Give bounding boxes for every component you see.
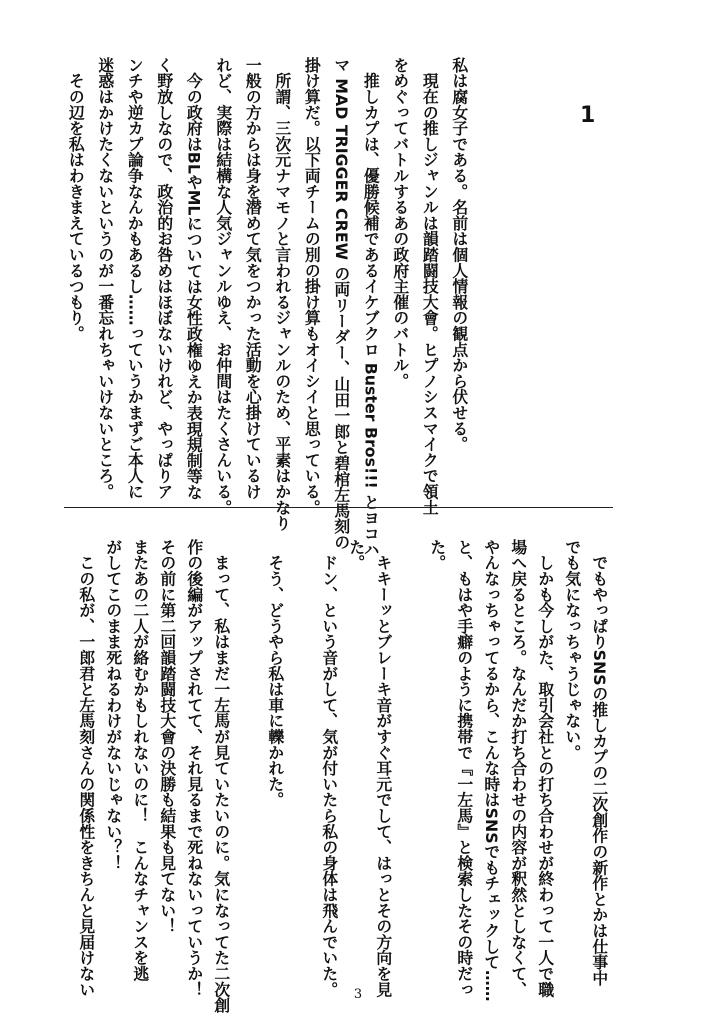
text-column: その前に第二回韻踏闘技大會の決勝も結果も見てない！ — [157, 539, 177, 934]
text-column: ドン、という音がして、気が付いたら私の身体は飛んでいた。 — [319, 539, 339, 998]
page-number: 3 — [353, 987, 363, 1002]
text-column: ンチや逆カプ論争なんかもあるし……っていうかまずご本人に — [125, 57, 145, 500]
text-column: た。 — [427, 539, 447, 571]
text-column: そう、どうやら私は車に轢かれた。 — [265, 539, 285, 808]
text-column: 作の後編がアップされてて、それ見るまで死ねないっていうか！ — [184, 539, 204, 998]
text-column: 推しカプは、優勝候補であるイケブクロ Buster Bros!!! とヨコハ — [361, 57, 381, 558]
text-column: やんなっちゃってるから、こんな時はSNSでもチェックして…… — [481, 539, 501, 1002]
text-column: その辺を私はわきまえているつもり。 — [66, 57, 86, 342]
text-column: がしてこのまま死ねるわけがないじゃない？！ — [103, 539, 123, 871]
text-column: キキーッとブレーキ音がすぐ耳元でして、はっとその方向を見 — [373, 539, 393, 998]
text-column: た。 — [346, 539, 366, 571]
text-column: く野放しなので、政治的お咎めはほぼないけれど、やっぱりア — [154, 57, 174, 500]
text-column: 一般の方からは身を潜めて気をつかった活動を心掛けているけ — [243, 57, 263, 500]
text-column: 所謂、三次元ナマモノと言われるジャンルのため、平素はかなり — [272, 57, 292, 531]
text-column: と、もはや手癖のように携帯で『一左馬』と検索したその時だっ — [454, 539, 474, 998]
text-column: 場へ戻るところ。なんだか打ち合わせの内容が釈然としなくて、 — [508, 539, 528, 998]
text-column: でもやっぱりSNSの推しカプの二次創作の新作とかは仕事中 — [589, 539, 609, 986]
text-column: この私が、一郎君と左馬刻さんの関係性をきちんと見届けない — [76, 539, 96, 998]
text-column: をめぐってバトルするあの政府主催のバトル。 — [390, 57, 410, 389]
section-divider — [64, 507, 613, 508]
text-column: 掛け算だ。以下両チームの別の掛け算もオイシイと思っている。 — [302, 57, 322, 516]
text-column: まって、私はまだ一左馬が見ていたいのに。気になってた二次創 — [211, 539, 231, 1013]
text-column: れど、実際は結構な人気ジャンルゆえ、お仲間はたくさんいる。 — [213, 57, 233, 516]
text-column: でも気になっちゃうじゃない。 — [562, 539, 582, 761]
text-column: マ MAD TRIGGER CREW の両リーダー、山田一郎と碧棺左馬刻の — [331, 57, 351, 550]
text-column: 迷惑はかけたくないというのが一番忘れちゃいけないところ。 — [95, 57, 115, 500]
text-column: 私は腐女子である。名前は個人情報の観点から伏せる。 — [449, 57, 469, 452]
text-column: またあの二人が絡むかもしれないのに！ こんなチャンスを逃 — [130, 539, 150, 982]
text-column: 現在の推しジャンルは韻踏闘技大會。ヒプノシスマイクで領土 — [420, 57, 440, 516]
chapter-number: 1 — [580, 103, 596, 128]
text-column: しかも今しがた、取引会社との打ち合わせが終わって一人で職 — [535, 539, 555, 998]
text-column: 今の政府はBLやMLについては女性政権ゆえか表現規制等な — [184, 57, 204, 500]
